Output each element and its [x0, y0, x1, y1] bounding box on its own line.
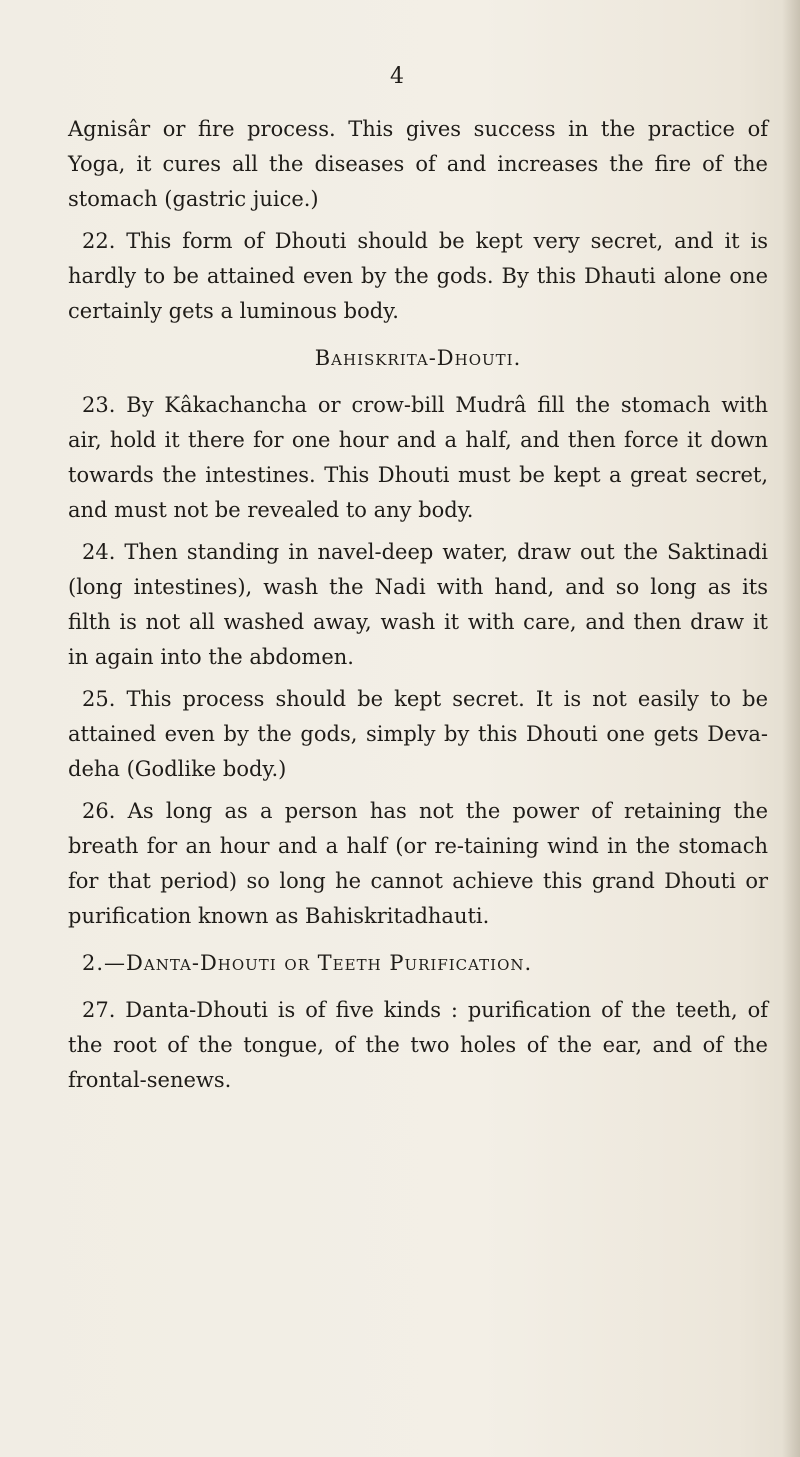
paragraph-27: 27. Danta-Dhouti is of five kinds : purification of the teeth, of the root of the tongue, of the two holes of the ear, and of the frontal-senews. [68, 998, 768, 1092]
paragraph-25: 25. This process should be kept secret. It is not easily to be attained even by the gods, simply by this Dhouti one gets Deva-deha (Godlike body.) [68, 687, 768, 781]
paragraph-22: 22. This form of Dhouti should be kept very secret, and it is hardly to be attained even by the gods. By this Dhauti alone one certainly gets a luminous body. [68, 229, 768, 323]
paragraph-24: 24. Then standing in navel-deep water, draw out the Saktinadi (long intestines), wash the Nadi with hand, and so long as its filth is not all washed away, wash it with care, and then draw it in again into the abdomen. [68, 540, 768, 669]
paragraph-continuation: Agnisâr or fire process. This gives success in the practice of Yoga, it cures all the diseases of and increases the fire of the stomach (gastric juice.) [68, 117, 768, 211]
page-number: 4 [390, 64, 404, 89]
paragraph-26: 26. As long as a person has not the power of retaining the breath for an hour and a half (or re-taining wind in the stomach for that period) so long he cannot achieve this grand Dhouti or purification known as Bahiskritadhauti. [68, 799, 768, 928]
section-heading-bahiskrita-dhouti: Bahiskrita-Dhouti. [314, 346, 522, 370]
page-edge-shadow [782, 0, 800, 1457]
section-heading-danta-dhouti: 2.—Danta-Dhouti or Teeth Purification. [82, 951, 533, 975]
page-body [68, 112, 768, 1105]
paragraph-23: 23. By Kâkachancha or crow-bill Mudrâ fill the stomach with air, hold it there for one hour and a half, and then force it down towards the intestines. This Dhouti must be kept a great secret, and must not be revealed to any body. [68, 393, 768, 522]
